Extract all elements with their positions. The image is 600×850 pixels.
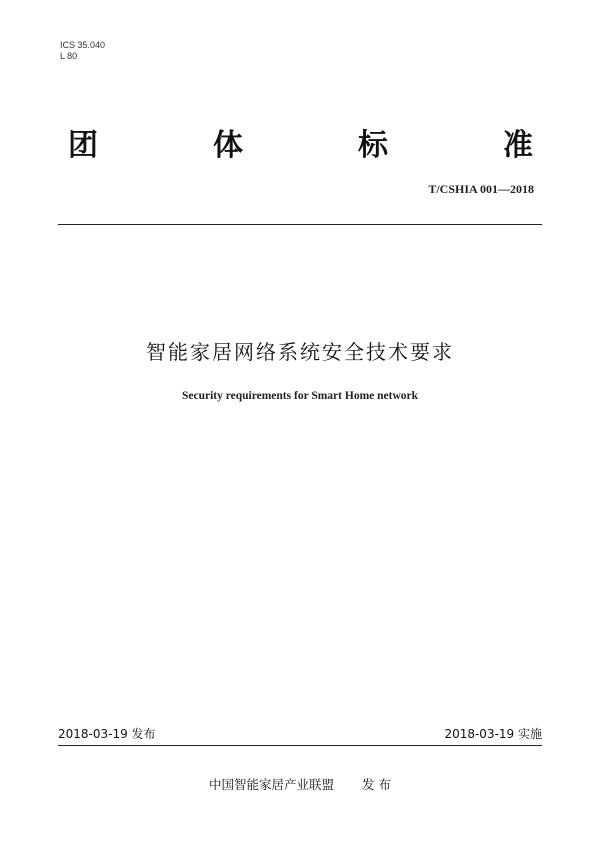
date-row [58,725,542,742]
top-divider [58,224,542,225]
bottom-divider [58,745,542,746]
publisher-action: 发 布 [362,777,391,792]
standard-type-char: 体 [213,128,244,163]
ics-code: ICS 35.040 [60,40,106,50]
standard-number: T/CSHIA 001—2018 [428,182,534,196]
standard-type-char: 准 [503,128,534,163]
publisher-name: 中国智能家居产业联盟 [209,777,335,792]
document-title-chinese: 智能家居网络系统安全技术要求 [146,340,454,364]
standard-type-char: 团 [68,128,99,163]
document-title-english: Security requirements for Smart Home network [181,390,419,402]
implementation-date: 2018-03-19 实施 [444,727,542,741]
standard-type-heading [68,122,534,162]
ccs-code: L 80 [60,51,78,61]
publisher-row [0,775,600,793]
standard-type-char: 标 [358,128,389,163]
issue-date: 2018-03-19 发布 [58,727,156,741]
classification-codes [60,40,105,62]
